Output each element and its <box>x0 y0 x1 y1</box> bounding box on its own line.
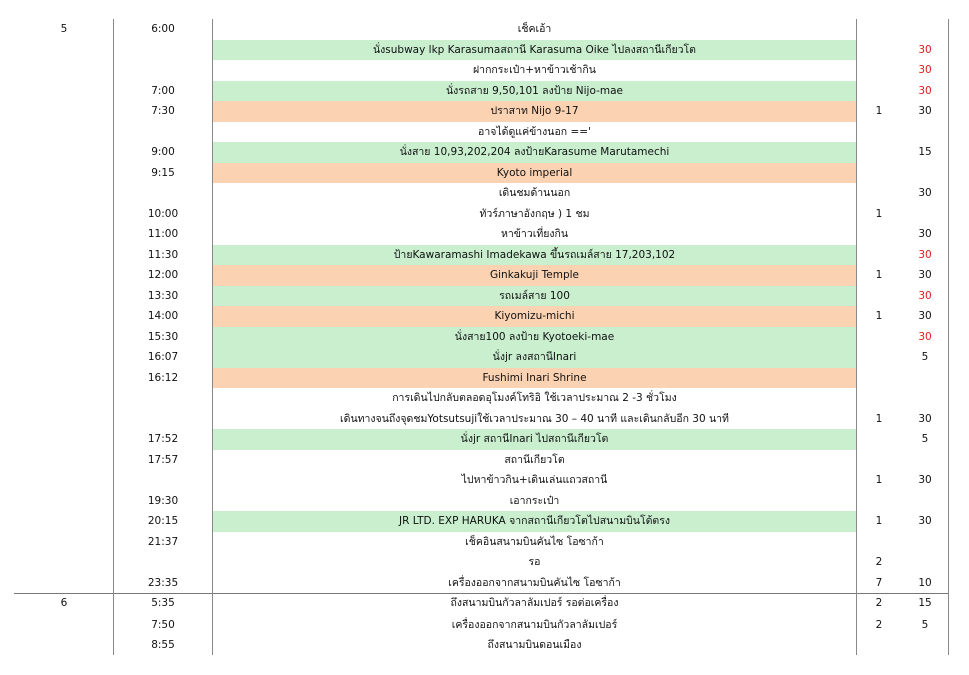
table-row <box>14 327 949 348</box>
day-cell[interactable] <box>14 224 114 245</box>
activity-cell[interactable]: ไปหาข้าวกิน+เดินเล่นแถวสถานี <box>461 474 608 486</box>
table-row <box>14 204 949 225</box>
activity-cell[interactable]: ปราสาท Nijo 9-17 <box>213 101 856 122</box>
hours-cell[interactable] <box>856 368 902 389</box>
table-row <box>14 183 949 204</box>
itinerary-sheet <box>14 19 949 656</box>
minutes-cell[interactable]: 30 <box>918 84 932 97</box>
activity-cell[interactable]: ถึงสนามบินดอนเมือง <box>487 639 582 651</box>
table-row <box>14 450 949 471</box>
time-cell[interactable]: 14:00 <box>147 310 179 322</box>
minutes-cell[interactable] <box>902 491 948 512</box>
minutes-cell[interactable] <box>902 635 948 656</box>
activity-cell[interactable]: เช็คเอ้า <box>517 23 552 35</box>
time-cell[interactable]: 8:55 <box>151 639 175 651</box>
activity-cell[interactable]: นั่งสาย 10,93,202,204 ลงป้ายKarasume Marutamechi <box>213 142 856 163</box>
hours-cell[interactable] <box>856 347 902 368</box>
activity-cell[interactable]: ทัวร์ภาษาอังกฤษ ) 1 ชม <box>479 207 590 220</box>
activity-cell[interactable]: Kiyomizu-michi <box>213 306 856 327</box>
table-row <box>14 615 949 636</box>
hours-cell[interactable] <box>856 60 902 81</box>
time-cell[interactable] <box>114 183 212 204</box>
minutes-cell[interactable]: 10 <box>918 576 932 589</box>
grid-line-time-right <box>212 19 213 655</box>
day-cell[interactable] <box>14 286 114 307</box>
minutes-cell[interactable]: 30 <box>918 248 932 261</box>
time-cell[interactable]: 6:00 <box>151 23 175 35</box>
hours-cell[interactable]: 1 <box>875 310 883 322</box>
minutes-cell[interactable]: 30 <box>918 269 932 281</box>
day-cell[interactable]: 6 <box>60 597 68 609</box>
table-row <box>14 388 949 429</box>
hours-cell[interactable]: 1 <box>875 474 883 486</box>
day-cell[interactable] <box>14 368 114 389</box>
hours-cell[interactable]: 1 <box>875 105 883 117</box>
activity-cell[interactable]: JR LTD. EXP HARUKA จากสถานีเกียวโตไปสนามบินโต้ตรง <box>213 511 856 532</box>
hours-cell[interactable] <box>856 286 902 307</box>
table-row <box>14 552 949 573</box>
time-cell[interactable]: 17:52 <box>147 433 179 445</box>
hours-cell[interactable]: 2 <box>875 556 883 568</box>
time-cell[interactable]: 21:37 <box>147 535 179 548</box>
time-cell[interactable]: 9:00 <box>151 146 175 158</box>
day-cell[interactable] <box>14 245 114 266</box>
day-cell[interactable] <box>14 306 114 327</box>
activity-cell[interactable]: นั่งสาย100 ลงป้าย Kyotoeki-mae <box>213 327 856 348</box>
hours-cell[interactable] <box>856 450 902 471</box>
hours-cell[interactable] <box>856 429 902 450</box>
hours-cell[interactable]: 2 <box>875 597 883 609</box>
activity-cell[interactable]: นั่งjr ลงสถานีInari <box>213 347 856 368</box>
time-cell[interactable]: 9:15 <box>151 166 175 179</box>
hours-cell[interactable] <box>856 183 902 204</box>
hours-cell[interactable] <box>856 19 902 40</box>
time-cell[interactable]: 10:00 <box>147 207 179 220</box>
activity-cell[interactable]: สถานีเกียวโต <box>504 453 565 466</box>
activity-cell[interactable]: เช็คอินสนามบินคันไซ โอซาก้า <box>465 535 604 548</box>
time-cell[interactable] <box>114 60 212 81</box>
time-cell[interactable]: 13:30 <box>147 289 179 302</box>
minutes-cell[interactable]: 15 <box>918 597 932 609</box>
time-cell[interactable]: 16:12 <box>147 371 179 384</box>
minutes-cell[interactable]: 30 <box>918 43 932 56</box>
hours-cell[interactable]: 7 <box>875 576 883 589</box>
minutes-cell[interactable]: 30 <box>918 289 932 302</box>
table-row <box>14 60 949 81</box>
hours-cell[interactable]: 1 <box>875 515 883 527</box>
minutes-cell[interactable]: 15 <box>918 146 932 158</box>
activity-cell[interactable]: เครื่องออกจากสนามบินคันไซ โอซาก้า <box>448 576 621 589</box>
minutes-cell[interactable]: 30 <box>918 187 932 199</box>
activity-cell[interactable]: Fushimi Inari Shrine <box>213 368 856 389</box>
day-cell[interactable] <box>14 163 114 184</box>
minutes-cell[interactable]: 30 <box>918 64 932 76</box>
day-cell[interactable] <box>14 204 114 225</box>
minutes-cell[interactable]: 30 <box>918 412 932 425</box>
hours-cell[interactable]: 1 <box>875 269 883 281</box>
day-cell[interactable] <box>14 122 114 143</box>
day-cell[interactable] <box>14 552 114 573</box>
time-cell[interactable]: 16:07 <box>147 351 179 363</box>
activity-cell[interactable]: นั่งรถสาย 9,50,101 ลงป้าย Nijo-mae <box>213 81 856 102</box>
day-cell[interactable] <box>14 101 114 122</box>
day-cell[interactable] <box>14 470 114 491</box>
minutes-cell[interactable] <box>902 368 948 389</box>
day-cell[interactable] <box>14 573 114 594</box>
activity-cell[interactable]: Ginkakuji Temple <box>213 265 856 286</box>
hours-cell[interactable]: 1 <box>875 412 883 425</box>
table-row <box>14 19 949 40</box>
time-cell[interactable]: 15:30 <box>147 330 179 343</box>
minutes-cell[interactable]: 30 <box>918 330 932 343</box>
activity-cell[interactable]: เอากระเป๋า <box>509 494 560 507</box>
day-cell[interactable] <box>14 183 114 204</box>
day-cell[interactable] <box>14 388 114 429</box>
day-cell[interactable] <box>14 265 114 286</box>
day-cell[interactable] <box>14 142 114 163</box>
day-cell[interactable] <box>14 429 114 450</box>
table-row <box>14 532 949 553</box>
table-row <box>14 593 949 615</box>
time-cell[interactable] <box>114 388 212 429</box>
hours-cell[interactable]: 1 <box>875 207 883 220</box>
activity-cell[interactable]: รอ <box>528 556 541 568</box>
hours-cell[interactable] <box>856 224 902 245</box>
minutes-cell[interactable]: 30 <box>918 310 932 322</box>
time-cell[interactable]: 20:15 <box>147 515 179 527</box>
time-cell[interactable]: 19:30 <box>147 494 179 507</box>
table-row <box>14 163 949 184</box>
hours-cell[interactable]: 2 <box>875 618 883 631</box>
table-row <box>14 122 949 143</box>
time-cell[interactable]: 7:30 <box>151 105 175 117</box>
day-cell[interactable] <box>14 450 114 471</box>
activity-cell[interactable]: นั่งjr สถานีInari ไปสถานีเกียวโต <box>213 429 856 450</box>
table-row <box>14 347 949 368</box>
minutes-cell[interactable] <box>902 19 948 40</box>
activity-cell[interactable]: อาจได้ดูแค่ข้างนอก ==' <box>478 125 591 138</box>
time-cell[interactable]: 17:57 <box>147 453 179 466</box>
minutes-cell[interactable]: 5 <box>921 351 929 363</box>
hours-cell[interactable] <box>856 327 902 348</box>
table-row <box>14 429 949 450</box>
activity-cell[interactable]: รถเมล์สาย 100 <box>213 286 856 307</box>
hours-cell[interactable] <box>856 532 902 553</box>
activity-line: การเดินไปกลับตลอดอุโมงค์โทริอิ ใช้เวลาประมาณ 2 -3 ชั่วโมง <box>392 392 677 404</box>
activity-cell[interactable]: เดินชมด้านนอก <box>498 187 571 199</box>
table-row <box>14 265 949 286</box>
table-row <box>14 101 949 122</box>
time-cell[interactable]: 12:00 <box>147 269 179 281</box>
day-cell[interactable] <box>14 511 114 532</box>
hours-cell[interactable] <box>856 40 902 61</box>
activity-cell[interactable]: เครื่องออกจากสนามบินกัวลาลัมเปอร์ <box>451 618 618 631</box>
day-cell[interactable] <box>14 635 114 656</box>
activity-line: เดินทางจนถึงจุดชมYotsutsujiใช้เวลาประมาณ 30 – 40 นาที และเดินกลับอีก 30 นาที <box>340 412 729 425</box>
grid-line-time-left <box>113 19 114 655</box>
hours-cell[interactable] <box>856 635 902 656</box>
day-cell[interactable] <box>14 40 114 61</box>
day-cell[interactable] <box>14 327 114 348</box>
time-cell[interactable] <box>114 40 212 61</box>
minutes-cell[interactable] <box>902 450 948 471</box>
table-row <box>14 511 949 532</box>
minutes-cell[interactable]: 30 <box>918 228 932 240</box>
time-cell[interactable]: 11:30 <box>147 248 179 261</box>
time-cell[interactable]: 11:00 <box>147 228 179 240</box>
table-row <box>14 368 949 389</box>
minutes-cell[interactable]: 5 <box>921 433 929 445</box>
minutes-cell[interactable]: 5 <box>921 618 929 631</box>
day-cell[interactable] <box>14 60 114 81</box>
time-cell[interactable]: 5:35 <box>151 597 175 609</box>
day-cell[interactable] <box>14 615 114 636</box>
minutes-cell[interactable]: 30 <box>918 105 932 117</box>
day-cell[interactable]: 5 <box>60 23 68 35</box>
table-row <box>14 470 949 491</box>
grid-line-act-right <box>856 19 857 655</box>
minutes-cell[interactable] <box>902 552 948 573</box>
table-row <box>14 491 949 512</box>
table-row <box>14 573 949 594</box>
table-row <box>14 81 949 102</box>
time-cell[interactable]: 23:35 <box>147 576 179 589</box>
minutes-cell[interactable] <box>902 532 948 553</box>
table-row <box>14 245 949 266</box>
day-cell[interactable] <box>14 81 114 102</box>
hours-cell[interactable] <box>856 491 902 512</box>
hours-cell[interactable] <box>856 142 902 163</box>
day-cell[interactable] <box>14 532 114 553</box>
hours-cell[interactable] <box>856 81 902 102</box>
hours-cell[interactable] <box>856 245 902 266</box>
activity-cell[interactable]: หาข้าวเที่ยงกิน <box>500 228 569 240</box>
minutes-cell[interactable] <box>902 163 948 184</box>
time-cell[interactable] <box>114 470 212 491</box>
activity-cell[interactable]: ฝากกระเป๋า+หาข้าวเช้ากิน <box>473 64 596 76</box>
grid-line-end <box>948 19 949 655</box>
minutes-cell[interactable]: 30 <box>918 515 932 527</box>
hours-cell[interactable] <box>856 163 902 184</box>
activity-cell[interactable]: ถึงสนามบินกัวลาลัมเปอร์ รอต่อเครื่อง <box>450 597 619 609</box>
activity-cell[interactable]: Kyoto imperial <box>213 163 856 184</box>
table-row <box>14 306 949 327</box>
activity-cell[interactable]: นั่งsubway lkp Karasumaสถานี Karasuma Oike ไปลงสถานีเกียวโต <box>213 40 856 61</box>
hours-cell[interactable] <box>856 122 902 143</box>
table-row <box>14 286 949 307</box>
day-cell[interactable] <box>14 347 114 368</box>
table-row <box>14 635 949 656</box>
table-row <box>14 40 949 61</box>
time-cell[interactable]: 7:00 <box>151 84 175 97</box>
minutes-cell[interactable] <box>902 122 948 143</box>
time-cell[interactable] <box>114 552 212 573</box>
day-cell[interactable] <box>14 491 114 512</box>
minutes-cell[interactable]: 30 <box>918 474 932 486</box>
activity-cell[interactable]: ป้ายKawaramashi Imadekawa ขึ้นรถเมล์สาย 17,203,102 <box>213 245 856 266</box>
activity-cell[interactable] <box>213 388 856 429</box>
minutes-cell[interactable] <box>902 204 948 225</box>
time-cell[interactable] <box>114 122 212 143</box>
time-cell[interactable]: 7:50 <box>151 618 175 631</box>
table-row <box>14 224 949 245</box>
table-row <box>14 142 949 163</box>
